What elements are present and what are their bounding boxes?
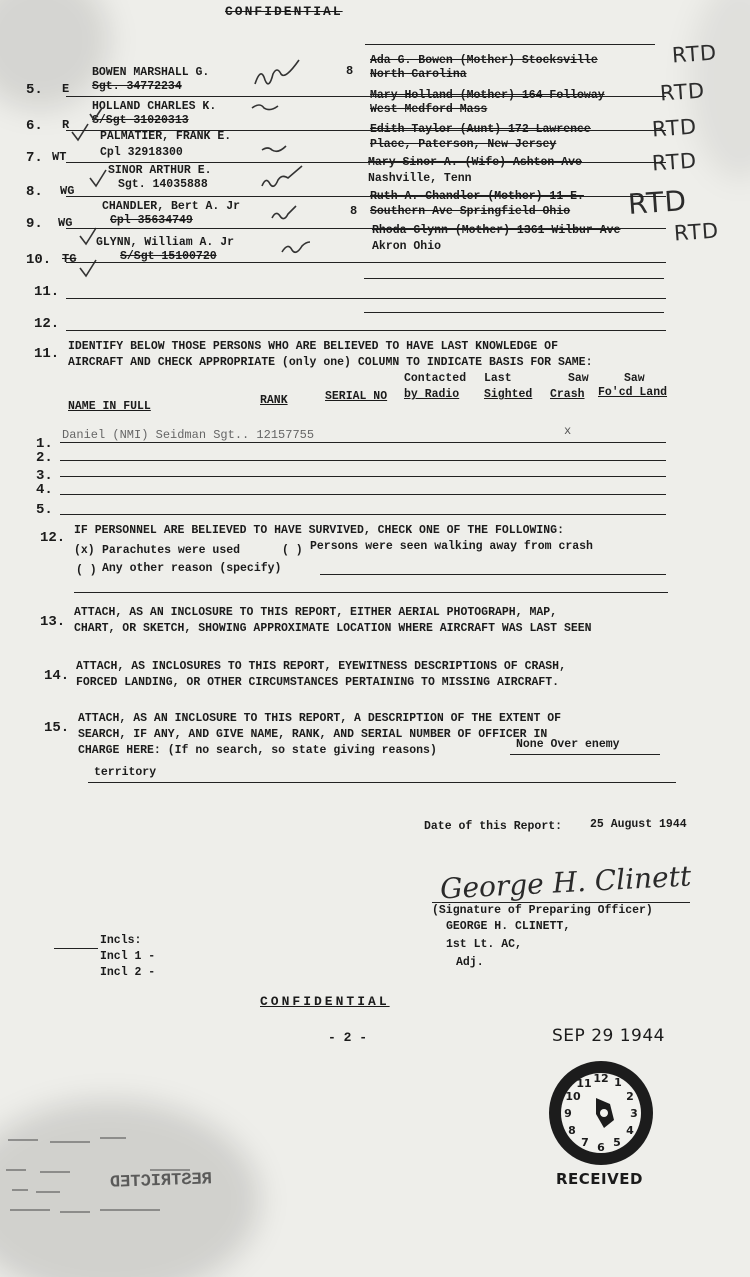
crew-code: TG xyxy=(62,252,77,266)
item-12-number: 12. xyxy=(40,530,66,546)
item-11-text: IDENTIFY BELOW THOSE PERSONS WHO ARE BELIEVED TO HAVE LAST KNOWLEDGE OF xyxy=(68,340,558,353)
kin-line-1: Mary Holland (Mother) 164 Followay xyxy=(370,89,605,102)
kin-line-1: Ada G. Bowen (Mother) Stocksville xyxy=(370,54,598,67)
row-number: 4. xyxy=(36,482,53,498)
rtd-mark: RTD xyxy=(659,78,706,106)
signer-role: Adj. xyxy=(456,956,484,969)
kin-line-1: Mary Sinor A. (Wife) Ashton Ave xyxy=(368,156,582,169)
handwriting-marks xyxy=(0,0,750,320)
crew-name: SINOR ARTHUR E. xyxy=(108,164,212,177)
received-date: SEP 29 1944 xyxy=(552,1026,665,1046)
item-13-number: 13. xyxy=(40,614,66,630)
item-12-option-box[interactable]: (x) xyxy=(74,544,95,557)
item-12-option-box[interactable]: ( ) xyxy=(282,544,303,557)
signature-handwritten: George H. Clinett xyxy=(439,859,692,906)
crew-rank-serial: S/Sgt 15100720 xyxy=(120,250,217,263)
item-11-number: 11. xyxy=(34,346,60,362)
col-header-serial: SERIAL NO xyxy=(325,390,388,403)
classification-top: CONFIDENTIAL xyxy=(225,4,343,19)
row-number: 2. xyxy=(36,450,53,466)
item-13-text: CHART, OR SKETCH, SHOWING APPROXIMATE LOCATION WHERE AIRCRAFT WAS LAST SEEN xyxy=(74,622,592,635)
crew-rank-serial: Cpl 32918300 xyxy=(100,146,183,159)
col-header-forced: Fo'cd Land xyxy=(598,386,668,399)
rtd-mark: RTD xyxy=(673,218,720,246)
crew-rank-serial: Cpl 35634749 xyxy=(110,214,193,227)
item-13-text: ATTACH, AS AN INCLOSURE TO THIS REPORT, EITHER AERIAL PHOTOGRAPH, MAP, xyxy=(74,606,558,619)
item-15-text: CHARGE HERE: (If no search, so state giving reasons) xyxy=(78,744,437,757)
col-header-sighted: Sighted xyxy=(484,388,533,401)
item-12-option: Persons were seen walking away from crash xyxy=(310,540,593,553)
signature-caption: (Signature of Preparing Officer) xyxy=(432,904,653,917)
row-number: 5. xyxy=(26,82,43,98)
col-header-contacted: Contacted xyxy=(404,372,467,385)
item-15-text: SEARCH, IF ANY, AND GIVE NAME, RANK, AND SERIAL NUMBER OF OFFICER IN xyxy=(78,728,548,741)
col-header-last: Last xyxy=(484,372,512,385)
dial-number: 3 xyxy=(630,1107,638,1120)
rtd-mark: RTD xyxy=(626,183,689,222)
inclosure-item: Incl 1 - xyxy=(100,950,156,963)
crew-code: E xyxy=(62,82,70,96)
row-number: 1. xyxy=(36,436,53,452)
corner-stamp-smudge xyxy=(0,1130,260,1230)
crew-marker: 8 xyxy=(350,204,358,218)
item-12-option: Parachutes were used xyxy=(102,544,241,557)
row-number: 10. xyxy=(26,252,52,268)
item-14-text: FORCED LANDING, OR OTHER CIRCUMSTANCES PERTAINING TO MISSING AIRCRAFT. xyxy=(76,676,560,689)
row-number: 3. xyxy=(36,468,53,484)
item-14-text: ATTACH, AS INCLOSURES TO THIS REPORT, EYEWITNESS DESCRIPTIONS OF CRASH, xyxy=(76,660,566,673)
item-12-option-box[interactable]: ( ) xyxy=(76,564,97,577)
dial-number: 7 xyxy=(581,1136,589,1149)
crew-name: GLYNN, William A. Jr xyxy=(96,236,235,249)
crew-code: WG xyxy=(60,184,75,198)
col-header-radio: by Radio xyxy=(404,388,460,401)
dial-number: 5 xyxy=(613,1136,621,1149)
dial-number: 1 xyxy=(614,1076,622,1089)
crew-name: HOLLAND CHARLES K. xyxy=(92,100,217,113)
report-date-label: Date of this Report: xyxy=(424,820,563,833)
crew-code: WG xyxy=(58,216,73,230)
row-number: 5. xyxy=(36,502,53,518)
kin-line-2: Nashville, Tenn xyxy=(368,172,472,185)
dial-number: 6 xyxy=(597,1141,605,1154)
rtd-mark: RTD xyxy=(651,148,698,176)
crew-rank-serial: Sgt. 14035888 xyxy=(118,178,208,191)
crew-code: WT xyxy=(52,150,67,164)
rtd-mark: RTD xyxy=(671,40,718,68)
dial-number: 2 xyxy=(626,1090,634,1103)
dial-number: 4 xyxy=(626,1124,634,1137)
witness-entry: Daniel (NMI) Seidman Sgt.. 12157755 xyxy=(62,428,315,442)
dial-number: 10 xyxy=(565,1090,581,1103)
col-header-rank: RANK xyxy=(260,394,288,407)
row-number: 9. xyxy=(26,216,43,232)
kin-line-2: North Carolina xyxy=(370,68,467,81)
kin-line-1: Edith Taylor (Aunt) 172 Lawrence xyxy=(370,123,591,136)
inclosure-item: Incl 2 - xyxy=(100,966,156,979)
crew-marker: 8 xyxy=(346,64,354,78)
crew-name: PALMATIER, FRANK E. xyxy=(100,130,232,143)
item-11-text: AIRCRAFT AND CHECK APPROPRIATE (only one) COLUMN TO INDICATE BASIS FOR SAME: xyxy=(68,356,593,369)
inclosures-label: Incls: xyxy=(100,934,142,947)
received-label: RECEIVED xyxy=(556,1170,643,1188)
crew-name: CHANDLER, Bert A. Jr xyxy=(102,200,241,213)
classification-footer: CONFIDENTIAL xyxy=(260,994,390,1009)
kin-line-2: Place, Paterson, New Jersey xyxy=(370,138,557,151)
col-header-saw: Saw xyxy=(568,372,589,385)
item-14-number: 14. xyxy=(44,668,70,684)
col-header-name: NAME IN FULL xyxy=(68,400,151,413)
row-number: 7. xyxy=(26,150,43,166)
row-number: 6. xyxy=(26,118,43,134)
kin-line-2: West Medford Mass xyxy=(370,103,488,116)
col-header-saw: Saw xyxy=(624,372,645,385)
received-dial-icon xyxy=(546,1058,656,1168)
col-header-crash: Crash xyxy=(550,388,585,401)
item-15-answer: territory xyxy=(94,766,157,779)
kin-line-1: Rhoda Glynn (Mother) 1361 Wilbur Ave xyxy=(372,224,621,237)
item-12-option: Any other reason (specify) xyxy=(102,562,282,575)
dial-number: 12 xyxy=(593,1072,609,1085)
row-number: 8. xyxy=(26,184,43,200)
signer-rank: 1st Lt. AC, xyxy=(446,938,522,951)
item-15-text: ATTACH, AS AN INCLOSURE TO THIS REPORT, A DESCRIPTION OF THE EXTENT OF xyxy=(78,712,562,725)
page-number: - 2 - xyxy=(328,1030,368,1045)
item-12-text: IF PERSONNEL ARE BELIEVED TO HAVE SURVIVED, CHECK ONE OF THE FOLLOWING: xyxy=(74,524,564,537)
signer-name: GEORGE H. CLINETT, xyxy=(446,920,571,933)
row-number: 11. xyxy=(34,284,60,300)
dial-number: 11 xyxy=(576,1077,592,1090)
crew-rank-serial: S/Sgt 31020313 xyxy=(92,114,189,127)
kin-line-1: Ruth A. Chandler (Mother) 11 E. xyxy=(370,190,584,203)
kin-line-2: Akron Ohio xyxy=(372,240,442,253)
item-15-answer: None Over enemy xyxy=(516,738,620,751)
crew-code: R xyxy=(62,118,70,132)
report-date-value: 25 August 1944 xyxy=(590,818,687,831)
corner-stamp: RESTRICTED xyxy=(109,1170,213,1193)
witness-mark: x xyxy=(564,424,572,438)
crew-name: BOWEN MARSHALL G. xyxy=(92,66,210,79)
rtd-mark: RTD xyxy=(651,114,698,142)
crew-rank-serial: Sgt. 34772234 xyxy=(92,80,182,93)
dial-number: 8 xyxy=(568,1124,576,1137)
dial-number: 9 xyxy=(564,1107,572,1120)
row-number: 12. xyxy=(34,316,60,332)
kin-line-2: Southern Ave Springfield Ohio xyxy=(370,205,571,218)
item-15-number: 15. xyxy=(44,720,70,736)
